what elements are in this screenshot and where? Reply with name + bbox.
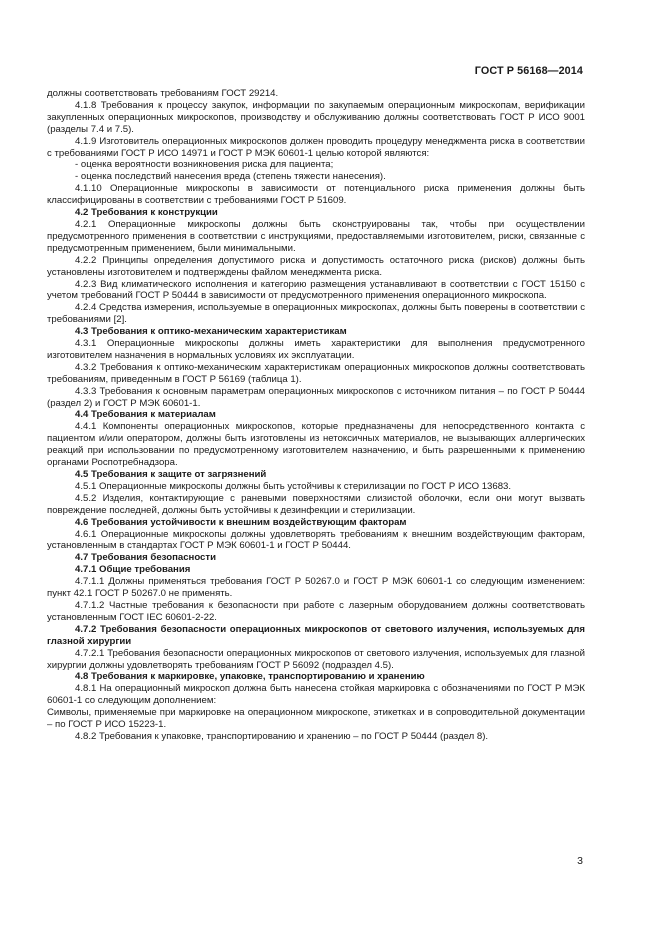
heading-4-7-2: 4.7.2 Требования безопасности операционных микроскопов от светового излучения, используемых для глазной хирургии: [47, 623, 585, 647]
heading-4-7: 4.7 Требования безопасности: [75, 552, 216, 564]
heading-4-7-1: 4.7.1 Общие требования: [75, 564, 191, 576]
clause-4-3-3: 4.3.3 Требования к основным параметрам операционных микроскопов с источником питания – по ГОСТ Р 50444 (раздел 2) и ГОСТ Р МЭК 60601-1.: [47, 385, 585, 409]
clause-4-1-8: 4.1.8 Требования к процессу закупок, информации по закупаемым операционным микроскопам, верификации закупленных операционных микроскопов, производству и обслуживанию должны соответствовать ГОСТ Р ИСО 9001 (разделы 7.4 и 7.5).: [47, 99, 585, 135]
clause-4-4-1: 4.4.1 Компоненты операционных микроскопов, которые предназначены для непосредственного контакта с пациентом и/или оператором, должны быть изготовлены из нетоксичных материалов, не вызывающих аллергических реакций при использовании по предусмотренному изготовителем назначению, и быть разрешенными к применению органами Роспотребнадзора.: [47, 421, 585, 469]
heading-4-3: 4.3 Требования к оптико-механическим характеристикам: [75, 326, 347, 338]
heading-4-5: 4.5 Требования к защите от загрязнений: [75, 469, 267, 480]
heading-4-6: 4.6 Требования устойчивости к внешним воздействующим факторам: [75, 516, 407, 528]
clause-4-1-10: 4.1.10 Операционные микроскопы в зависимости от потенциального риска применения должны быть классифицированы в соответствии с требованиями ГОСТ Р 51609.: [47, 183, 585, 207]
heading-4-8: 4.8 Требования к маркировке, упаковке, транспортированию и хранению: [75, 671, 425, 683]
clause-4-1-9: 4.1.9 Изготовитель операционных микроскопов должен проводить процедуру менеджмента риска в соответствии с требованиями ГОСТ Р ИСО 14971 и ГОСТ Р МЭК 60601-1 целью которой являются:: [47, 135, 585, 159]
clause-4-6-1: 4.6.1 Операционные микроскопы должны удовлетворять требованиям к внешним воздействующим факторам, установленным в стандартах ГОСТ Р МЭК 60601-1 и ГОСТ Р 50444.: [47, 528, 585, 552]
clause-4-7-1-1: 4.7.1.1 Должны применяться требования ГОСТ Р 50267.0 и ГОСТ Р МЭК 60601-1 со следующим изменением: пункт 42.1 ГОСТ Р 50267.0 не применять.: [47, 576, 585, 600]
clause-4-7-2-1: 4.7.2.1 Требования безопасности операционных микроскопов от светового излучения, используемых для глазной хирургии должны удовлетворять требованиям ГОСТ Р 56092 (подраздел 4.5).: [47, 647, 585, 671]
clause-4-5-2: 4.5.2 Изделия, контактирующие с раневыми поверхностями слизистой оболочки, если они могут вызвать повреждение последней, должны быть устойчивы к дезинфекции и стерилизации.: [47, 492, 585, 516]
clause-4-3-2: 4.3.2 Требования к оптико-механическим характеристикам операционных микроскопов должны соответствовать требованиям, приведенным в ГОСТ Р 56169 (таблица 1).: [47, 361, 585, 385]
clause-4-7-1-2: 4.7.1.2 Частные требования к безопасности при работе с лазерным оборудованием должны соответствовать установленным ГОСТ IEC 60601-2-22.: [47, 599, 585, 623]
clause-4-5-1: 4.5.1 Операционные микроскопы должны быть устойчивы к стерилизации по ГОСТ Р ИСО 13683.: [75, 480, 512, 492]
heading-4-2: 4.2 Требования к конструкции: [75, 207, 218, 219]
clause-4-8-1: 4.8.1 На операционный микроскоп должна быть нанесена стойкая маркировка с обозначениями по ГОСТ Р МЭК 60601-1 со следующим дополнением:: [47, 683, 585, 707]
clause-4-2-1: 4.2.1 Операционные микроскопы должны быть сконструированы так, чтобы при осуществлении предусмотренного применения в соответствии с инструкциями, предоставляемыми изготовителем, риски, связанные с предусмотренным применением, были минимальными.: [47, 218, 585, 254]
clause-4-2-2: 4.2.2 Принципы определения допустимого риска и допустимость остаточного риска (рисков) должны быть установлены изготовителем и подтверждены файлом менеджмента риска.: [47, 254, 585, 278]
clause-4-2-4: 4.2.4 Средства измерения, используемые в операционных микроскопах, должны быть поверены в соответствии с требованиями [2].: [47, 302, 585, 326]
clause-4-3-1: 4.3.1 Операционные микроскопы должны иметь характеристики для выполнения предусмотренного изготовителем назначения в нормальных условиях их эксплуатации.: [47, 338, 585, 361]
list-item-harm-consequences: - оценка последствий нанесения вреда (степень тяжести нанесения).: [75, 171, 386, 183]
page-number: 3: [577, 855, 583, 867]
heading-4-4: 4.4 Требования к материалам: [75, 409, 216, 421]
standard-header: ГОСТ Р 56168—2014: [474, 65, 583, 77]
paragraph-continuation: должны соответствовать требованиям ГОСТ 29214.: [47, 88, 279, 99]
clause-4-2-3: 4.2.3 Вид климатического исполнения и категорию размещения устанавливают в соответствии с ГОСТ 15150 с учетом требований ГОСТ Р 50444 в зависимости от предусмотренного применения операционного микроскопа.: [47, 278, 585, 302]
clause-4-8-2: 4.8.2 Требования к упаковке, транспортированию и хранению – по ГОСТ Р 50444 (раздел 8).: [75, 730, 489, 742]
list-item-risk-probability: - оценка вероятности возникновения риска для пациента;: [75, 159, 334, 171]
document-body: [47, 88, 585, 743]
paragraph-symbols: Символы, применяемые при маркировке на операционном микроскопе, этикетках и в сопроводительной документации – по ГОСТ Р ИСО 15223-1.: [47, 707, 585, 731]
